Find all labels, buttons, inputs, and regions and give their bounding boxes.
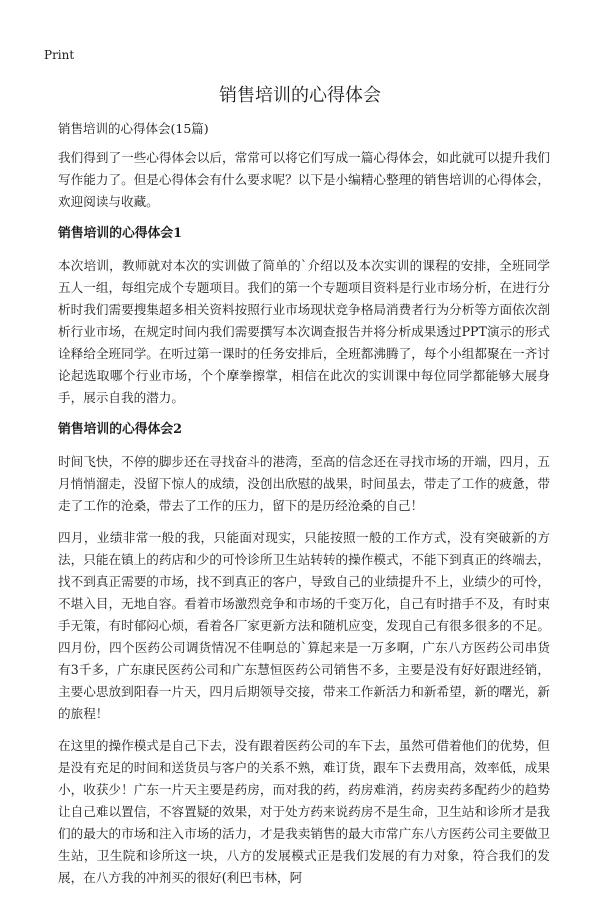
section-2-paragraph-1: 时间飞快，不停的脚步还在寻找奋斗的港湾，至高的信念还在寻找市场的开端，四月，五月悄悄溜走，没留下惊人的成绩，没创出欣慰的战果，时间虽去，带走了工作的疲惫，带走了工作的沧桑，带去了工作的压力，留下的是历经沧桑的自己！ xyxy=(58,454,550,513)
article-body xyxy=(58,147,550,899)
page-title: 销售培训的心得体会 xyxy=(219,85,381,106)
intro-paragraph: 我们得到了一些心得体会以后，常常可以将它们写成一篇心得体会，如此就可以提升我们写作能力了。但是心得体会有什么要求呢？以下是小编精心整理的销售培训的心得体会，欢迎阅读与收藏。 xyxy=(58,150,550,209)
section-heading-2: 销售培训的心得体会2 xyxy=(58,422,183,437)
print-link[interactable]: Print xyxy=(44,48,75,62)
section-1-paragraph-1: 本次培训，教师就对本次的实训做了简单的`介绍以及本次实训的课程的安排，全班同学五人一组，每组完成个专题项目。我们的第一个专题项目资料是行业市场分析，在进行分析时我们需要搜集超多相关资料按照行业市场现状竞争格局消费者行为分析等方面依次剖析行业市场，在规定时间内我们需要撰写本次调查报告并将分析成果透过PPT演示的形式诠释给全班同学。在听过第一课时的任务安排后，全班都沸腾了，每个小组都聚在一齐讨论起选取哪个行业市场，个个摩拳擦掌，相信在此次的实训课中每位同学都能够大展身手，展示自我的潜力。 xyxy=(58,258,550,405)
section-heading-1: 销售培训的心得体会1 xyxy=(58,226,183,241)
document-subtitle: 销售培训的心得体会(15篇) xyxy=(58,121,209,136)
section-2-paragraph-2: 四月，业绩非常一般的我，只能面对现实，只能按照一般的工作方式，没有突破新的方法，只能在镇上的药店和少的可怜诊所卫生站转转的操作模式，不能下到真正的终端去，找不到真正需要的市场，找不到真正的客户，导致自己的业绩提升不上，业绩少的可怜，不堪入目，无地自容。看着市场激烈竞争和市场的千变万化，自己有时措手不及，有时束手无策，有时郁闷心烦，看着各厂家更新方法和随机应变，发现自己有很多很多的不足。四月份，四个医药公司调货情况不佳啊总的`算起来是一万多啊，广东八方医药公司串货有3千多，广东康民医药公司和广东慧恒医药公司销售不多，主要是没有好好跟进经销，主要心思放到阳春一片天，四月后期领导交接，带来工作新活力和新希望，新的曙光，新的旅程！ xyxy=(58,530,550,721)
section-2-paragraph-3: 在这里的操作模式是自己下去，没有跟着医药公司的车下去，虽然可借着他们的优势，但是没有充足的时间和送货员与客户的关系不熟，难订货，跟车下去费用高，效率低，成果小，收获少！广东一片天主要是药房，而对我的药，药房难消，药房卖药多配药少的趋势让自己难以置信，不容置疑的效果，对于处方药来说药房不是生命，卫生站和诊所才是我们的最大的市场和注入市场的活力，才是我卖销售的最大市常广东八方医药公司主要做卫生站，卫生院和诊所这一块，八方的发展模式正是我们发展的有力对象，符合我们的发展，在八方我的冲剂买的很好(利巴韦林，阿 xyxy=(58,738,550,885)
